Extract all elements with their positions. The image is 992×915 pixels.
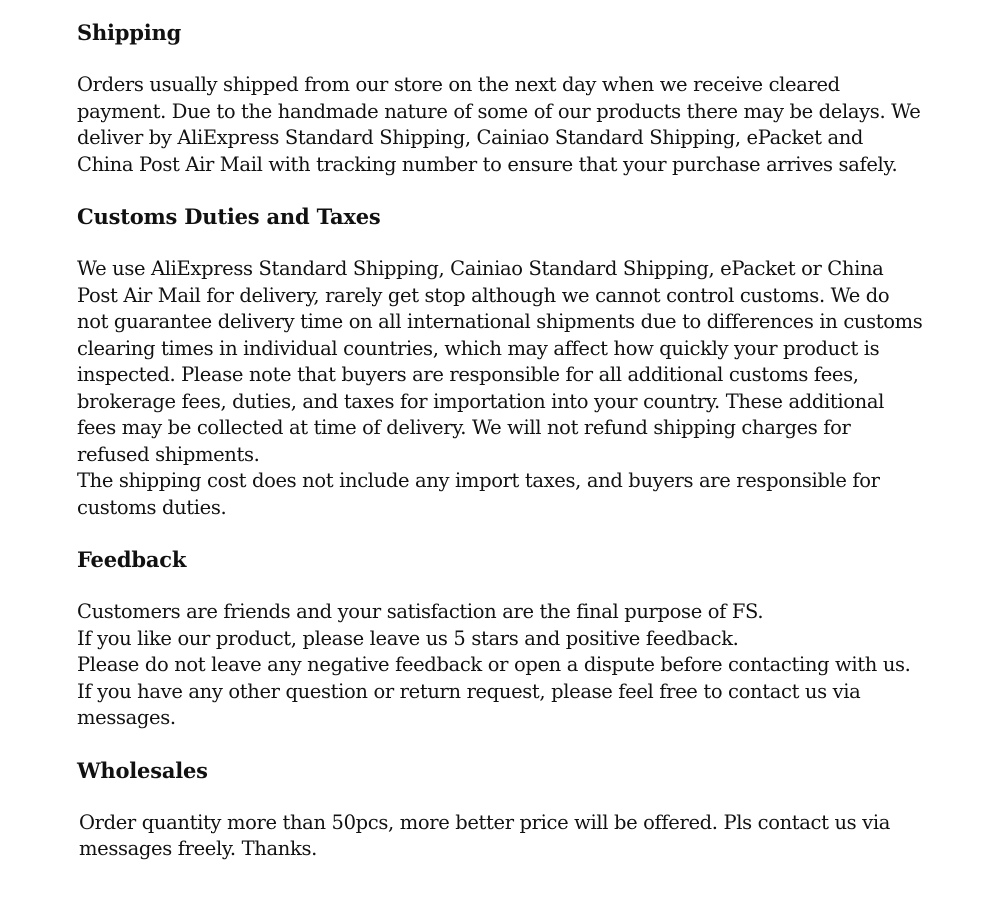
body-line: brokerage fees, duties, and taxes for importation into your country. These additional [77, 389, 885, 413]
section-body-wholesales [77, 810, 977, 863]
body-line: We use AliExpress Standard Shipping, Cainiao Standard Shipping, ePacket or China [77, 257, 884, 280]
body-line: not guarantee delivery time on all international shipments due to differences in customs [77, 310, 923, 333]
section-heading-wholesales: Wholesales [77, 757, 208, 783]
body-line: payment. Due to the handmade nature of some of our products there may be delays. We [77, 99, 921, 123]
body-line: Customers are friends and your satisfaction are the final purpose of FS. [77, 600, 764, 623]
section-body-shipping [77, 72, 977, 178]
section-body-feedback [77, 599, 977, 732]
body-line: deliver by AliExpress Standard Shipping, Cainiao Standard Shipping, ePacket and [77, 126, 864, 149]
section-feedback [77, 547, 977, 758]
section-spacer [77, 178, 977, 204]
body-line: The shipping cost does not include any import taxes, and buyers are responsible for [77, 469, 880, 492]
section-wholesales [77, 758, 977, 863]
body-line: If you have any other question or return request, please feel free to contact us via [77, 679, 861, 703]
body-line: Orders usually shipped from our store on the next day when we receive cleared [77, 73, 840, 96]
body-line: fees may be collected at time of delivery. We will not refund shipping charges for [77, 416, 851, 439]
section-body-customs [77, 256, 977, 521]
body-line: Post Air Mail for delivery, rarely get stop although we cannot control customs. We do [77, 283, 890, 307]
body-line: customs duties. [77, 495, 227, 519]
body-line: Order quantity more than 50pcs, more better price will be offered. Pls contact us via [79, 810, 891, 834]
body-line: refused shipments. [77, 442, 260, 466]
body-line: If you like our product, please leave us 5 stars and positive feedback. [77, 626, 739, 650]
body-line: messages freely. Thanks. [79, 837, 317, 860]
section-shipping [77, 20, 977, 204]
section-heading-feedback: Feedback [77, 547, 187, 572]
body-line: Please do not leave any negative feedback or open a dispute before contacting with us. [77, 653, 911, 676]
body-line: inspected. Please note that buyers are responsible for all additional customs fees, [77, 363, 859, 386]
body-line: clearing times in individual countries, which may affect how quickly your product is [77, 336, 880, 360]
section-spacer [77, 521, 977, 547]
policy-document [77, 20, 977, 863]
body-line: China Post Air Mail with tracking number to ensure that your purchase arrives safely. [77, 152, 898, 176]
section-heading-customs: Customs Duties and Taxes [77, 204, 381, 229]
section-customs [77, 204, 977, 547]
section-spacer [77, 732, 977, 758]
body-line: messages. [77, 706, 176, 729]
section-heading-shipping: Shipping [77, 20, 182, 45]
